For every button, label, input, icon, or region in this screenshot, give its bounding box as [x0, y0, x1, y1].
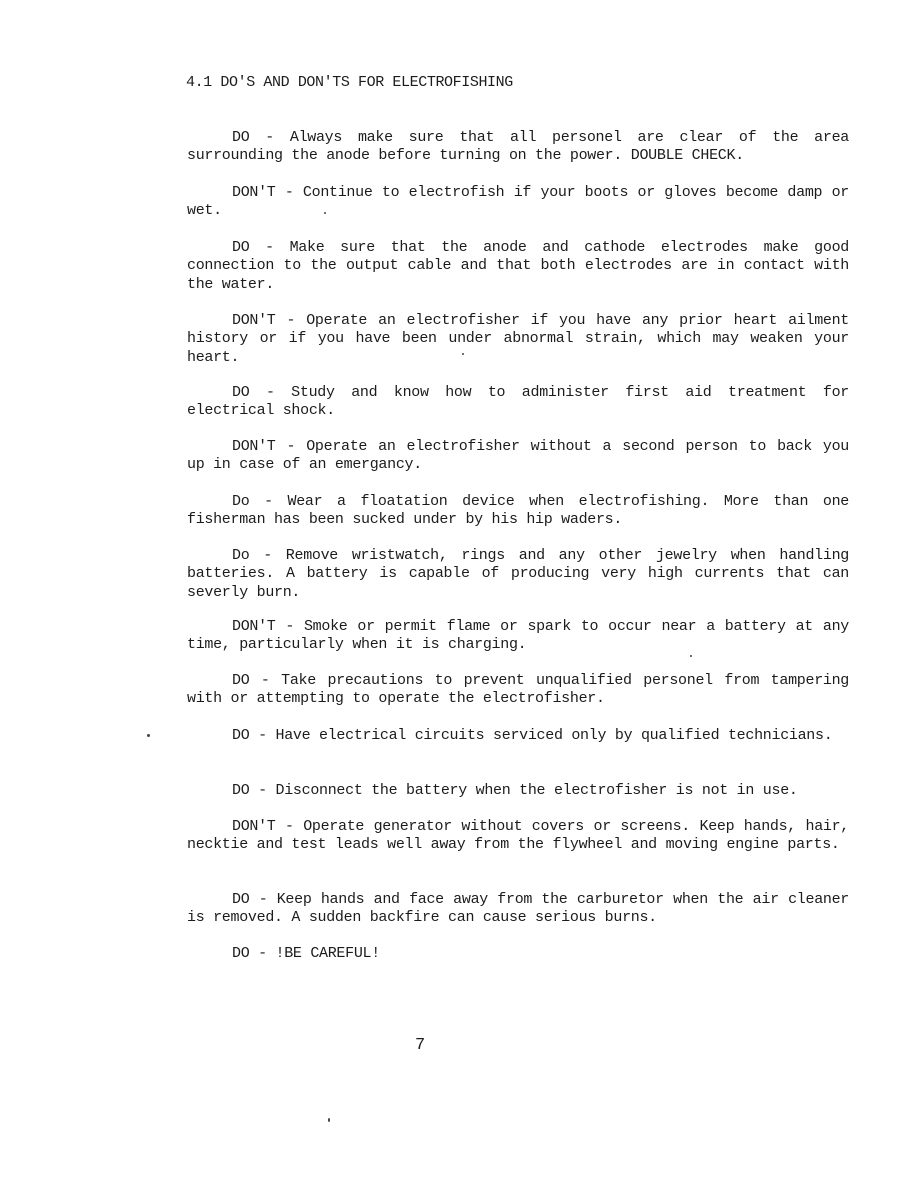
- section-heading: 4.1 DO'S AND DON'TS FOR ELECTROFISHING: [186, 74, 513, 91]
- paragraph-14: DO - Keep hands and face away from the carburetor when the air cleaner is removed. A sudden backfire can cause serious burns.: [187, 891, 849, 927]
- scan-speck: [462, 353, 464, 355]
- paragraph-11: DO - Have electrical circuits serviced only by qualified technicians.: [232, 727, 833, 744]
- paragraph-9: DON'T - Smoke or permit flame or spark to occur near a battery at any time, particularly when it is charging.: [187, 618, 849, 654]
- scan-speck: [324, 212, 326, 214]
- paragraph-5: DO - Study and know how to administer first aid treatment for electrical shock.: [187, 384, 849, 420]
- scan-speck: [147, 734, 150, 737]
- paragraph-13: DON'T - Operate generator without covers or screens. Keep hands, hair, necktie and test leads well away from the flywheel and moving engine parts.: [187, 818, 849, 854]
- paragraph-10: DO - Take precautions to prevent unqualified personel from tampering with or attempting to operate the electrofisher.: [187, 672, 849, 708]
- paragraph-2: DON'T - Continue to electrofish if your boots or gloves become damp or wet.: [187, 184, 849, 220]
- paragraph-8: Do - Remove wristwatch, rings and any other jewelry when handling batteries. A battery is capable of producing very high currents that can severly burn.: [187, 547, 849, 601]
- scan-speck: [690, 655, 692, 657]
- paragraph-4: DON'T - Operate an electrofisher if you have any prior heart ailment history or if you have been under abnormal strain, which may weaken your heart.: [187, 312, 849, 366]
- scan-speck: [328, 1118, 330, 1122]
- paragraph-6: DON'T - Operate an electrofisher without a second person to back you up in case of an emergancy.: [187, 438, 849, 474]
- paragraph-3: DO - Make sure that the anode and cathode electrodes make good connection to the output cable and that both electrodes are in contact with the water.: [187, 239, 849, 293]
- paragraph-7: Do - Wear a floatation device when electrofishing. More than one fisherman has been sucked under by his hip waders.: [187, 493, 849, 529]
- paragraph-1: DO - Always make sure that all personel are clear of the area surrounding the anode before turning on the power. DOUBLE CHECK.: [187, 129, 849, 165]
- paragraph-12: DO - Disconnect the battery when the electrofisher is not in use.: [232, 782, 798, 799]
- page-number: 7: [415, 1036, 426, 1055]
- paragraph-15: DO - !BE CAREFUL!: [232, 945, 380, 962]
